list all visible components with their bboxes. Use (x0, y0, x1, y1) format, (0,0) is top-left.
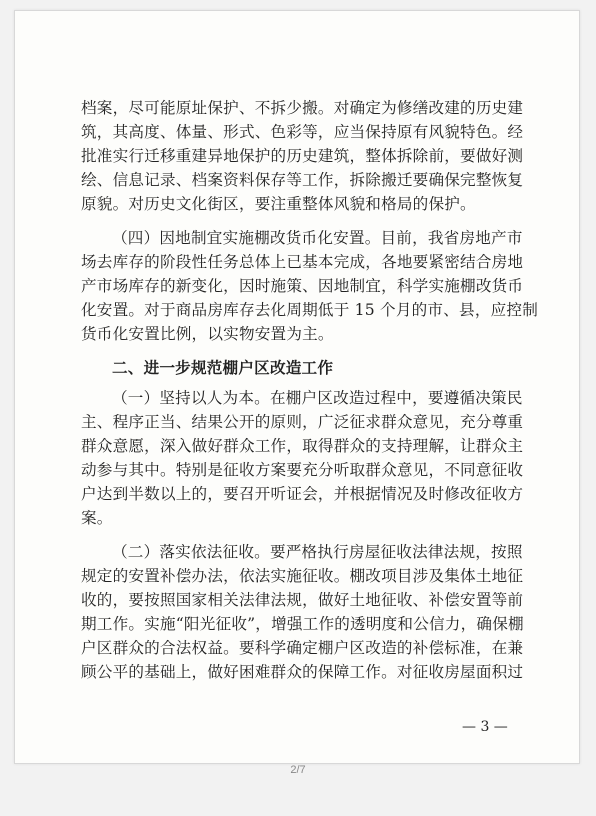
page-number: — 3 — (462, 719, 508, 735)
section-heading: 二、进一步规范棚户区改造工作 (112, 359, 334, 377)
text-line: 户区群众的合法权益。要科学确定棚户区改造的补偿标准，在兼 (81, 639, 524, 657)
text-line: 收的，要按照国家相关法律法规，做好土地征收、补偿安置等前 (81, 591, 524, 609)
text-line: 主、程序正当、结果公开的原则，广泛征求群众意见，充分尊重 (81, 413, 524, 431)
text-line: 期工作。实施“阳光征收”，增强工作的透明度和公信力，确保棚 (81, 615, 524, 633)
text-line: 批准实行迁移重建异地保护的历史建筑，整体拆除前，要做好测 (81, 147, 524, 165)
text-line: 化安置。对于商品房库存去化周期低于 15 个月的市、县，应控制 (81, 301, 538, 319)
text-line: 筑，其高度、体量、形式、色彩等，应当保持原有风貌特色。经 (81, 123, 524, 141)
text-line: 动参与其中。特别是征收方案要充分听取群众意见，不同意征收 (81, 461, 524, 479)
text-line: 货币化安置比例，以实物安置为主。 (81, 325, 334, 343)
document-body (81, 96, 538, 684)
text-line: （一）坚持以人为本。在棚户区改造过程中，要遵循决策民 (112, 389, 523, 407)
text-line: 档案，尽可能原址保护、不拆少搬。对确定为修缮改建的历史建 (81, 99, 524, 117)
page-counter: 2/7 (290, 764, 306, 776)
text-line: 规定的安置补偿办法，依法实施征收。棚改项目涉及集体土地征 (81, 567, 524, 585)
text-line: 原貌。对历史文化街区，要注重整体风貌和格局的保护。 (81, 195, 476, 213)
text-line: 产市场库存的新变化，因时施策、因地制宜，科学实施棚改货币 (81, 277, 524, 295)
text-line: 场去库存的阶段性任务总体上已基本完成，各地要紧密结合房地 (81, 253, 524, 271)
text-line: 群众意愿，深入做好群众工作，取得群众的支持理解，让群众主 (81, 437, 524, 455)
text-line: 绘、信息记录、档案资料保存等工作，拆除搬迁要确保完整恢复 (81, 171, 524, 189)
text-line: （二）落实依法征收。要严格执行房屋征收法律法规，按照 (112, 543, 523, 561)
text-line: 案。 (81, 509, 113, 527)
text-line: （四）因地制宜实施棚改货币化安置。目前，我省房地产市 (112, 229, 523, 247)
text-line: 户达到半数以上的，要召开听证会，并根据情况及时修改征收方 (81, 485, 524, 503)
text-line: 顾公平的基础上，做好困难群众的保障工作。对征收房屋面积过 (81, 663, 524, 681)
